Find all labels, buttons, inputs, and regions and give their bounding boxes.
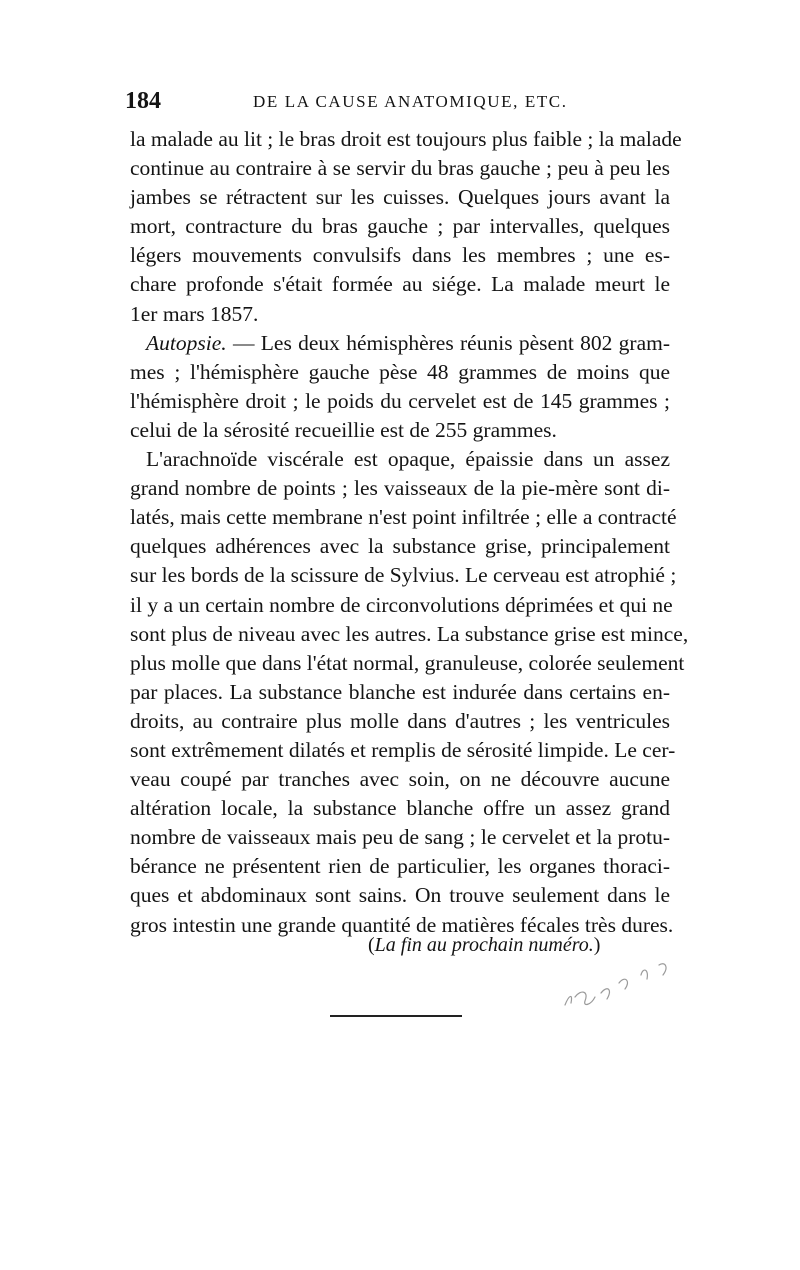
text-line: droits, au contraire plus molle dans d'autres ; les ventricules — [130, 708, 670, 733]
autopsie-line — [130, 329, 670, 358]
text-line: jambes se rétractent sur les cuisses. Quelques jours avant la — [130, 185, 670, 210]
text-line: mes ; l'hémisphère gauche pèse 48 grammes de moins que — [130, 359, 670, 384]
note-open-paren: ( — [368, 934, 375, 956]
text-line: 1er mars 1857. — [130, 301, 259, 326]
body-text — [130, 125, 689, 940]
text-line: grand nombre de points ; les vaisseaux de la pie-mère sont di- — [130, 476, 670, 501]
text-line: latés, mais cette membrane n'est point infiltrée ; elle a contracté — [130, 505, 677, 530]
text-line: il y a un certain nombre de circonvolutions déprimées et qui ne — [130, 592, 673, 617]
page-number: 184 — [125, 88, 161, 114]
text-line: plus molle que dans l'état normal, granuleuse, colorée seulement — [130, 650, 685, 675]
text-line: bérance ne présentent rien de particulier, les organes thoraci- — [130, 854, 670, 879]
running-head — [125, 88, 670, 118]
text-line: celui de la sérosité recueillie est de 255 grammes. — [130, 417, 557, 442]
text-line: ques et abdominaux sont sains. On trouve seulement dans le — [130, 883, 670, 908]
text-line: mort, contracture du bras gauche ; par intervalles, quelques — [130, 214, 670, 239]
text-line: quelques adhérences avec la substance grise, principalement — [130, 534, 670, 559]
text-line: sur les bords de la scissure de Sylvius. Le cerveau est atrophié ; — [130, 563, 677, 588]
running-title: DE LA CAUSE ANATOMIQUE, ETC. — [253, 92, 568, 111]
text-line: sont plus de niveau avec les autres. La substance grise est mince, — [130, 621, 689, 646]
text-line: chare profonde s'était formée au siége. La malade meurt le — [130, 272, 670, 297]
text-line: l'hémisphère droit ; le poids du cervelet est de 145 grammes ; — [130, 388, 670, 413]
text-line: nombre de vaisseaux mais peu de sang ; le cervelet et la protu- — [130, 825, 670, 850]
text-line: par places. La substance blanche est indurée dans certains en- — [130, 679, 670, 704]
handwritten-mark — [555, 945, 685, 1025]
text-line: — Les deux hémisphères réunis pèsent 802 gram- — [232, 330, 671, 355]
text-line: continue au contraire à se servir du bras gauche ; peu à peu les — [130, 156, 670, 181]
autopsie-label: Autopsie. — [146, 330, 227, 355]
text-line: altération locale, la substance blanche offre un assez grand — [130, 796, 670, 821]
text-line: la malade au lit ; le bras droit est toujours plus faible ; la malade — [130, 127, 682, 151]
note-close-paren: ) — [593, 934, 601, 956]
text-line: gros intestin une grande quantité de matières fécales très dures. — [130, 912, 674, 937]
text-line: L'arachnoïde viscérale est opaque, épaissie dans un assez — [146, 447, 670, 472]
text-line: sont extrêmement dilatés et remplis de sérosité limpide. Le cer- — [130, 737, 676, 762]
note-text: La fin au prochain numéro. — [374, 934, 594, 956]
section-rule — [330, 1015, 462, 1017]
text-line: légers mouvements convulsifs dans les membres ; une es- — [130, 243, 670, 268]
text-line: veau coupé par tranches avec soin, on ne découvre aucune — [130, 767, 670, 792]
